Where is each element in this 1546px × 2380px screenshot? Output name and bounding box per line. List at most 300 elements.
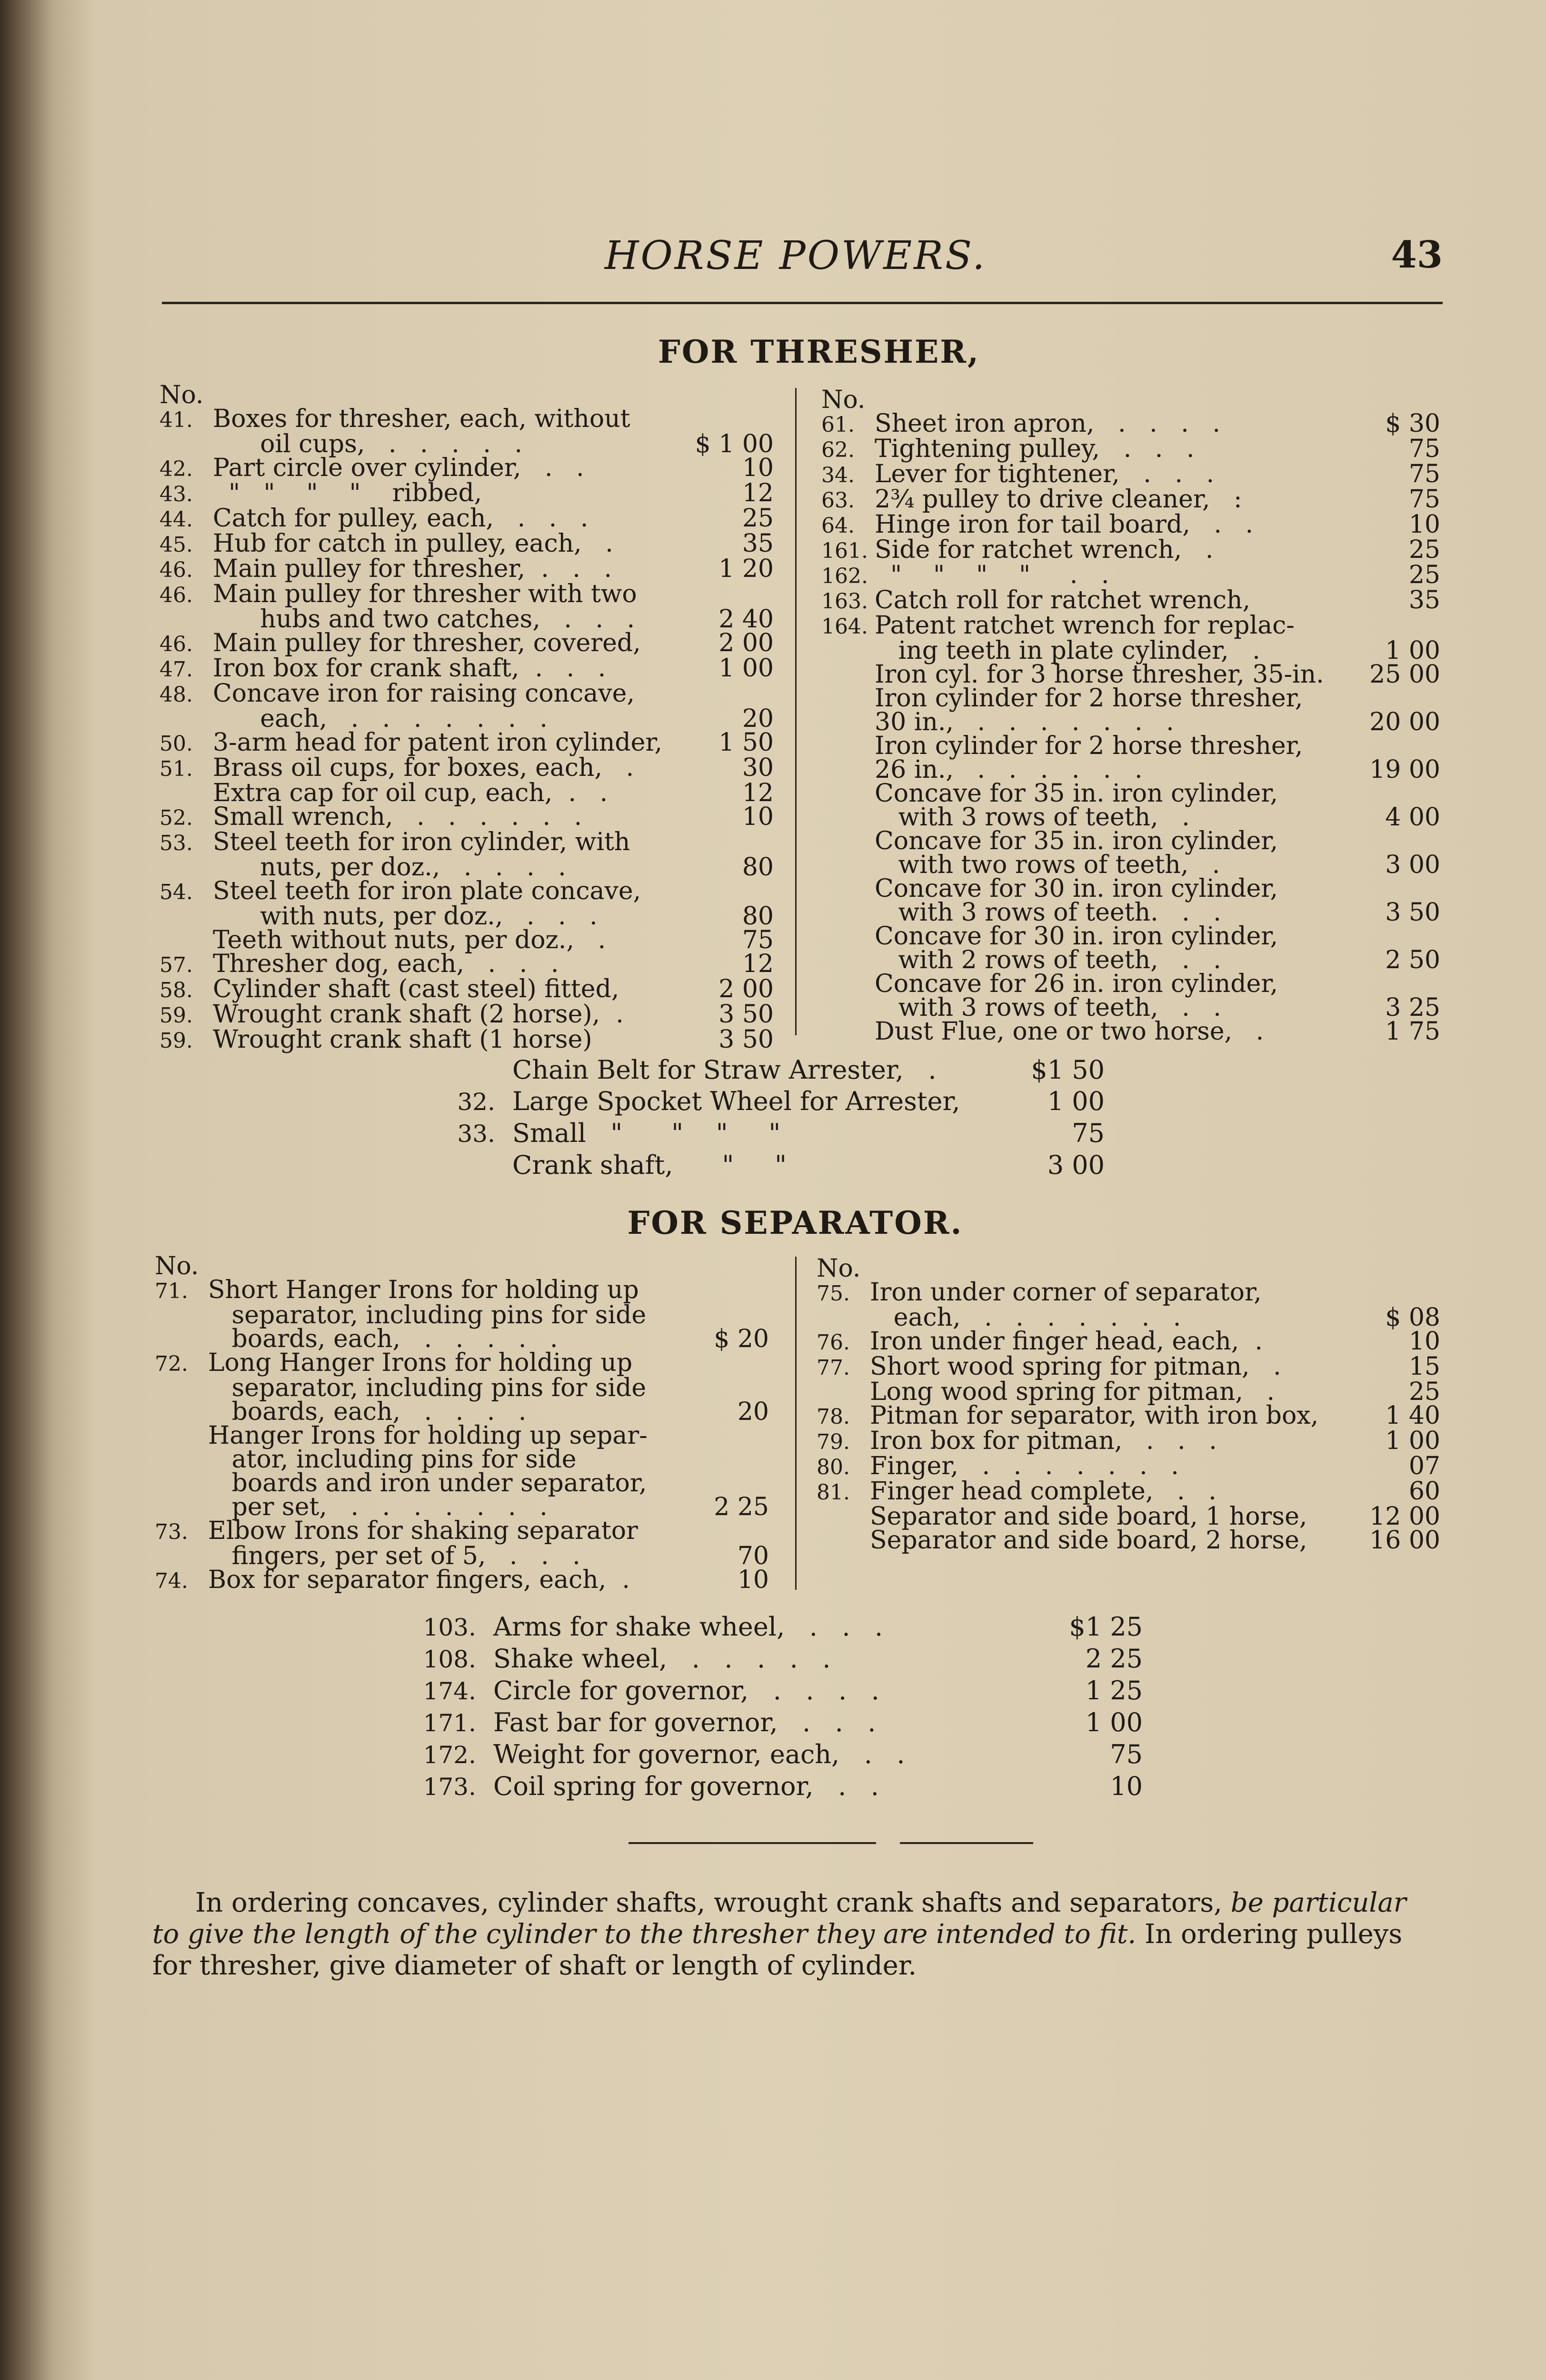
- item-description: Teeth without nuts, per doz., .: [213, 926, 606, 954]
- item-number: 174.: [423, 1677, 476, 1705]
- price-row: [160, 952, 774, 977]
- price-row: [155, 1278, 769, 1303]
- item-description: Separator and side board, 2 horse,: [870, 1526, 1307, 1555]
- price-row: [821, 779, 1440, 808]
- item-number: 171.: [423, 1709, 476, 1737]
- item-price: 2 25: [714, 1493, 769, 1521]
- item-price: 75: [1072, 1118, 1105, 1148]
- price-row: [155, 1327, 769, 1351]
- item-description: separator, including pins for side: [208, 1301, 647, 1329]
- item-price: 3 50: [718, 1025, 774, 1054]
- item-number: 63.: [821, 488, 855, 513]
- short-rule: [628, 1842, 876, 1844]
- item-price: 25 00: [1369, 660, 1440, 689]
- item-price: 75: [1408, 435, 1440, 463]
- item-price: 3 50: [718, 1000, 774, 1029]
- item-description: Hinge iron for tail board, . .: [875, 510, 1254, 539]
- price-row: [821, 829, 1440, 853]
- item-description: Elbow Irons for shaking separator: [208, 1517, 638, 1545]
- governor-list: [409, 1611, 1143, 1803]
- price-row: [160, 1002, 774, 1028]
- running-title: HORSE POWERS.: [605, 233, 987, 278]
- price-row: [160, 879, 774, 904]
- item-description: Hub for catch in pulley, each, .: [213, 529, 613, 558]
- item-price: 12: [742, 479, 774, 507]
- item-description: Thresher dog, each, . . .: [213, 950, 559, 978]
- item-number: 58.: [160, 978, 193, 1002]
- item-description: 30 in., . . . . . . .: [875, 708, 1174, 736]
- price-row: [160, 977, 774, 1002]
- price-row: [160, 656, 774, 682]
- item-price: 15: [1408, 1352, 1440, 1381]
- item-price: 2 25: [1085, 1644, 1143, 1674]
- short-rule: [900, 1842, 1033, 1844]
- price-row: [155, 1495, 769, 1519]
- item-description: Iron box for crank shaft, . . .: [213, 654, 606, 683]
- price-row: [821, 898, 1440, 927]
- item-description: boards, each, . . . .: [208, 1398, 527, 1426]
- item-description: Tightening pulley, . . .: [875, 435, 1195, 463]
- price-row: [821, 563, 1440, 588]
- item-description: Sheet iron apron, . . . .: [875, 409, 1220, 438]
- item-number: 45.: [160, 533, 193, 557]
- item-description: Short Hanger Irons for holding up: [208, 1276, 639, 1304]
- item-price: 35: [742, 529, 774, 558]
- price-row: [821, 972, 1440, 996]
- item-price: 19 00: [1369, 755, 1440, 784]
- item-price: 2 50: [1385, 946, 1440, 974]
- price-row: [817, 1401, 1440, 1430]
- item-price: 35: [1408, 586, 1440, 615]
- price-row: [160, 704, 774, 733]
- price-row: [409, 1611, 1143, 1643]
- item-price: 75: [1110, 1739, 1143, 1769]
- item-description: Catch for pulley, each, . . .: [213, 504, 588, 533]
- price-row: [817, 1429, 1440, 1454]
- price-row: [160, 830, 774, 855]
- item-number: 52.: [160, 806, 193, 830]
- item-description: Side for ratchet wrench, .: [875, 536, 1214, 564]
- price-row: [817, 1380, 1440, 1404]
- price-row: [821, 755, 1440, 784]
- price-row: [409, 1675, 1143, 1707]
- item-price: 3 00: [1385, 851, 1440, 879]
- item-price: 1 00: [1385, 636, 1440, 665]
- item-number: 42.: [160, 457, 193, 481]
- item-number: 108.: [423, 1646, 476, 1673]
- price-row: [155, 1303, 769, 1327]
- price-row: [160, 781, 774, 805]
- item-number: 73.: [155, 1520, 188, 1544]
- price-row: [155, 1376, 769, 1400]
- item-number: 75.: [817, 1281, 850, 1306]
- item-description: Extra cap for oil cup, each, . .: [213, 779, 608, 807]
- no-label: No.: [155, 1252, 199, 1280]
- item-price: 1 00: [1085, 1707, 1143, 1737]
- item-description: boards, each, . . . . .: [208, 1325, 558, 1353]
- price-row: [821, 1017, 1440, 1046]
- item-description: Finger, . . . . . . .: [870, 1452, 1179, 1480]
- price-row: [155, 1351, 769, 1376]
- item-number: 62.: [821, 438, 855, 462]
- price-row: [160, 481, 774, 506]
- item-number: 59.: [160, 1003, 193, 1028]
- item-description: with 3 rows of teeth, . .: [875, 993, 1221, 1022]
- item-price: 20 00: [1369, 708, 1440, 736]
- price-row: [160, 853, 774, 882]
- item-description: with 3 rows of teeth, .: [875, 803, 1190, 832]
- item-description: Finger head complete, . .: [870, 1477, 1217, 1506]
- price-row: [160, 557, 774, 582]
- price-row: [821, 948, 1440, 972]
- item-description: Iron under finger head, each, .: [870, 1327, 1263, 1356]
- price-row: [817, 1280, 1440, 1306]
- item-description: Crank shaft, " ": [512, 1150, 787, 1180]
- item-number: 50.: [160, 732, 193, 756]
- item-number: 41.: [160, 408, 193, 432]
- item-price: 80: [742, 853, 774, 882]
- page-header: [162, 228, 1447, 286]
- price-row: [160, 582, 774, 607]
- item-price: $ 08: [1385, 1303, 1440, 1332]
- item-description: Arms for shake wheel, . . .: [493, 1612, 883, 1642]
- item-number: 43.: [160, 482, 193, 506]
- item-description: ator, including pins for side: [208, 1445, 577, 1474]
- item-price: 3 50: [1385, 898, 1440, 927]
- item-description: Concave iron for raising concave,: [213, 679, 635, 708]
- item-description: Iron cylinder for 2 horse thresher,: [875, 732, 1303, 760]
- item-number: 48.: [160, 683, 193, 707]
- item-description: oil cups, . . . . .: [213, 430, 522, 458]
- item-description: Small " " " ": [512, 1118, 781, 1148]
- item-description: Box for separator fingers, each, .: [208, 1566, 630, 1594]
- price-row: [821, 993, 1440, 1022]
- price-row: [821, 462, 1440, 487]
- thresher-section-title: FOR THRESHER,: [658, 333, 980, 370]
- thresher-right-column: [821, 386, 1440, 1046]
- item-number: 33.: [457, 1120, 495, 1148]
- item-description: Steel teeth for iron plate concave,: [213, 877, 641, 905]
- price-row: [817, 1352, 1440, 1381]
- price-row: [429, 1054, 1105, 1086]
- item-description: Patent ratchet wrench for replac-: [875, 611, 1295, 640]
- item-description: Weight for governor, each, . .: [493, 1739, 905, 1769]
- item-number: 163.: [821, 589, 868, 614]
- item-description: Lever for tightener, . . .: [875, 460, 1215, 488]
- item-number: 79.: [817, 1430, 850, 1454]
- item-price: 4 00: [1385, 803, 1440, 832]
- item-price: 1 20: [718, 555, 774, 583]
- item-description: Concave for 26 in. iron cylinder,: [875, 970, 1278, 998]
- item-price: 1 75: [1385, 1017, 1440, 1046]
- price-row: [821, 710, 1440, 734]
- price-row: [817, 1329, 1440, 1355]
- item-description: Concave for 35 in. iron cylinder,: [875, 779, 1278, 808]
- item-description: Coil spring for governor, . .: [493, 1771, 879, 1801]
- item-description: Part circle over cylinder, . .: [213, 454, 584, 482]
- item-number: 173.: [423, 1773, 476, 1801]
- item-description: Wrought crank shaft (1 horse): [213, 1025, 592, 1054]
- item-description: Concave for 30 in. iron cylinder,: [875, 922, 1278, 951]
- item-price: 1 40: [1385, 1401, 1440, 1430]
- item-description: " " " " . .: [875, 561, 1109, 589]
- item-price: 2 00: [718, 975, 774, 1003]
- item-description: Dust Flue, one or two horse, .: [875, 1017, 1264, 1046]
- no-label: No.: [817, 1254, 861, 1283]
- item-number: 77.: [817, 1356, 850, 1380]
- price-row: [817, 1502, 1440, 1531]
- item-number: 53.: [160, 831, 193, 855]
- item-price: 3 25: [1385, 993, 1440, 1022]
- item-description: Long wood spring for pitman, .: [870, 1378, 1275, 1406]
- item-number: 164.: [821, 615, 868, 639]
- item-description: Concave for 35 in. iron cylinder,: [875, 827, 1278, 855]
- item-price: 12: [742, 950, 774, 978]
- item-description: 26 in., . . . . . .: [875, 755, 1143, 784]
- item-price: 75: [1408, 460, 1440, 488]
- item-price: 25: [1408, 561, 1440, 589]
- price-row: [160, 756, 774, 781]
- item-number: 46.: [160, 583, 193, 607]
- item-description: Wrought crank shaft (2 horse), .: [213, 1000, 624, 1029]
- item-number: 80.: [817, 1455, 850, 1479]
- item-description: Circle for governor, . . . .: [493, 1676, 879, 1706]
- price-row: [821, 660, 1440, 689]
- price-row: [409, 1643, 1143, 1675]
- item-number: 74.: [155, 1569, 188, 1593]
- price-row: [160, 529, 774, 558]
- price-row: [817, 1479, 1440, 1505]
- item-description: Iron cylinder for 2 horse thresher,: [875, 684, 1303, 713]
- item-price: 70: [737, 1542, 769, 1570]
- item-number: 32.: [457, 1088, 495, 1116]
- price-row: [821, 853, 1440, 877]
- item-price: 60: [1408, 1477, 1440, 1506]
- item-description: with 2 rows of teeth, . .: [875, 946, 1221, 974]
- item-description: Separator and side board, 1 horse,: [870, 1502, 1307, 1531]
- item-description: Fast bar for governor, . . .: [493, 1707, 876, 1737]
- price-row: [821, 803, 1440, 832]
- price-row: [160, 605, 774, 634]
- price-row: [155, 1471, 769, 1495]
- item-price: 10: [1408, 510, 1440, 539]
- price-row: [155, 1519, 769, 1544]
- item-description: separator, including pins for side: [208, 1374, 647, 1402]
- item-price: 12: [742, 779, 774, 807]
- price-row: [160, 456, 774, 481]
- item-description: Catch roll for ratchet wrench,: [875, 586, 1251, 615]
- item-description: with two rows of teeth, .: [875, 851, 1220, 879]
- item-description: nuts, per doz., . . . .: [213, 853, 566, 882]
- item-price: $ 30: [1385, 409, 1440, 438]
- price-row: [821, 684, 1440, 713]
- item-number: 103.: [423, 1614, 476, 1641]
- price-row: [821, 487, 1440, 513]
- no-label: No.: [821, 386, 866, 414]
- item-price: 07: [1408, 1452, 1440, 1480]
- item-price: 25: [742, 504, 774, 533]
- item-description: Large Spocket Wheel for Arrester,: [512, 1086, 960, 1116]
- item-price: $ 1 00: [695, 430, 774, 458]
- column-divider: [795, 1257, 797, 1590]
- price-row: [160, 631, 774, 656]
- price-row: [160, 728, 774, 757]
- separator-section-title: FOR SEPARATOR.: [627, 1204, 963, 1241]
- item-price: 75: [1408, 485, 1440, 514]
- item-price: 10: [737, 1566, 769, 1594]
- arrester-list: [429, 1054, 1105, 1181]
- item-description: Iron cyl. for 3 horse thresher, 35-in.: [875, 660, 1324, 689]
- ordering-note: [152, 1887, 1438, 1982]
- item-description: Iron box for pitman, . . .: [870, 1427, 1217, 1455]
- item-number: 81.: [817, 1480, 850, 1505]
- price-row: [821, 874, 1440, 903]
- item-description: each, . . . . . . .: [213, 704, 548, 733]
- item-description: " " " " ribbed,: [213, 479, 482, 507]
- item-description: each, . . . . . . .: [870, 1303, 1181, 1332]
- item-price: $1 25: [1069, 1612, 1143, 1642]
- price-row: [155, 1544, 769, 1568]
- item-price: 16 00: [1369, 1526, 1440, 1555]
- item-price: 25: [1408, 536, 1440, 564]
- item-description: Shake wheel, . . . . .: [493, 1644, 831, 1674]
- price-row: [160, 432, 774, 456]
- item-price: 12 00: [1369, 1502, 1440, 1531]
- note-text: In ordering pulleys for thresher, give diameter of shaft or length of cylinder.: [152, 1919, 1403, 1981]
- item-price: 10: [1110, 1771, 1143, 1801]
- item-description: Main pulley for thresher with two: [213, 580, 637, 608]
- price-row: [409, 1739, 1143, 1771]
- no-label: No.: [160, 381, 204, 409]
- item-number: 161.: [821, 539, 868, 563]
- item-description: Steel teeth for iron cylinder, with: [213, 828, 630, 856]
- price-row: [429, 1150, 1105, 1181]
- item-description: Long Hanger Irons for holding up: [208, 1349, 633, 1377]
- item-number: 46.: [160, 632, 193, 656]
- item-description: fingers, per set of 5, . . .: [208, 1542, 580, 1570]
- price-row: [409, 1771, 1143, 1803]
- item-description: Main pulley for thresher, covered,: [213, 629, 641, 657]
- item-price: $1 50: [1031, 1055, 1105, 1085]
- price-row: [817, 1526, 1440, 1555]
- item-description: Cylinder shaft (cast steel) fitted,: [213, 975, 619, 1003]
- item-price: 1 50: [718, 728, 774, 757]
- price-row: [821, 588, 1440, 614]
- item-number: 34.: [821, 463, 855, 487]
- price-row: [821, 510, 1440, 539]
- item-price: 1 00: [1047, 1086, 1105, 1116]
- item-number: 59.: [160, 1029, 193, 1053]
- header-rule: [162, 302, 1443, 304]
- note-text: In ordering concaves, cylinder shafts, wrought crank shafts and separators,: [195, 1887, 1231, 1918]
- item-price: 25: [1408, 1378, 1440, 1406]
- price-row: [155, 1445, 769, 1474]
- price-row: [155, 1400, 769, 1424]
- item-description: with 3 rows of teeth. . .: [875, 898, 1221, 927]
- price-row: [821, 538, 1440, 563]
- price-row: [160, 928, 774, 952]
- price-row: [160, 902, 774, 931]
- price-row: [160, 407, 774, 432]
- item-description: boards and iron under separator,: [208, 1469, 647, 1497]
- price-row: [160, 805, 774, 830]
- page-number: 43: [1391, 233, 1443, 277]
- price-row: [429, 1086, 1105, 1118]
- item-description: Short wood spring for pitman, .: [870, 1352, 1281, 1381]
- item-price: 2 40: [718, 605, 774, 634]
- item-number: 64.: [821, 514, 855, 538]
- item-description: ing teeth in plate cylinder, .: [875, 636, 1260, 665]
- item-description: with nuts, per doz., . . .: [213, 902, 598, 931]
- item-number: 71.: [155, 1279, 188, 1303]
- item-price: 1 00: [1385, 1427, 1440, 1455]
- item-price: 2 00: [718, 629, 774, 657]
- price-row: [155, 1421, 769, 1450]
- item-price: 1 00: [718, 654, 774, 683]
- item-price: 80: [742, 902, 774, 931]
- price-row: [821, 611, 1440, 640]
- item-description: Iron under corner of separator,: [870, 1278, 1262, 1307]
- item-number: 46.: [160, 558, 193, 582]
- item-number: 172.: [423, 1741, 476, 1769]
- separator-left-column: [155, 1254, 769, 1593]
- item-description: Chain Belt for Straw Arrester, .: [512, 1055, 937, 1085]
- item-number: 72.: [155, 1352, 188, 1376]
- item-number: 47.: [160, 657, 193, 682]
- item-description: Pitman for separator, with iron box,: [870, 1401, 1319, 1430]
- item-description: 3-arm head for patent iron cylinder,: [213, 728, 663, 757]
- item-description: Hanger Irons for holding up separ-: [208, 1421, 648, 1450]
- item-price: 20: [737, 1398, 769, 1426]
- item-price: 10: [742, 454, 774, 482]
- price-row: [155, 1568, 769, 1593]
- separator-right-column: [817, 1254, 1440, 1555]
- price-row: [409, 1707, 1143, 1739]
- item-number: 61.: [821, 413, 855, 437]
- item-price: $ 20: [714, 1325, 769, 1353]
- item-description: Concave for 30 in. iron cylinder,: [875, 874, 1278, 903]
- price-row: [160, 679, 774, 708]
- price-row: [817, 1454, 1440, 1479]
- price-row: [817, 1303, 1440, 1332]
- item-price: 10: [1408, 1327, 1440, 1356]
- item-number: 78.: [817, 1405, 850, 1429]
- item-number: 162.: [821, 564, 868, 588]
- item-price: 3 00: [1047, 1150, 1105, 1180]
- item-description: per set, . . . . . . .: [208, 1493, 548, 1521]
- item-number: 57.: [160, 953, 193, 977]
- item-description: hubs and two catches, . . .: [213, 605, 635, 634]
- price-row: [821, 636, 1440, 665]
- item-price: 10: [742, 803, 774, 831]
- price-row: [821, 734, 1440, 758]
- item-description: Main pulley for thresher, . . .: [213, 555, 612, 583]
- item-price: 1 25: [1085, 1676, 1143, 1706]
- note-emphasis: be particular to give the length of the cylinder to the thresher they are intended to fit.: [152, 1887, 1406, 1950]
- price-row: [821, 922, 1440, 951]
- item-price: 20: [742, 704, 774, 733]
- column-divider: [795, 388, 797, 1035]
- price-row: [160, 1025, 774, 1054]
- item-number: 51.: [160, 757, 193, 781]
- item-description: Boxes for thresher, each, without: [213, 405, 630, 433]
- thresher-left-column: [160, 383, 774, 1053]
- item-number: 54.: [160, 880, 193, 904]
- item-description: Small wrench, . . . . . .: [213, 803, 582, 831]
- item-description: Brass oil cups, for boxes, each, .: [213, 754, 634, 782]
- item-price: 75: [742, 926, 774, 954]
- item-number: 76.: [817, 1330, 850, 1355]
